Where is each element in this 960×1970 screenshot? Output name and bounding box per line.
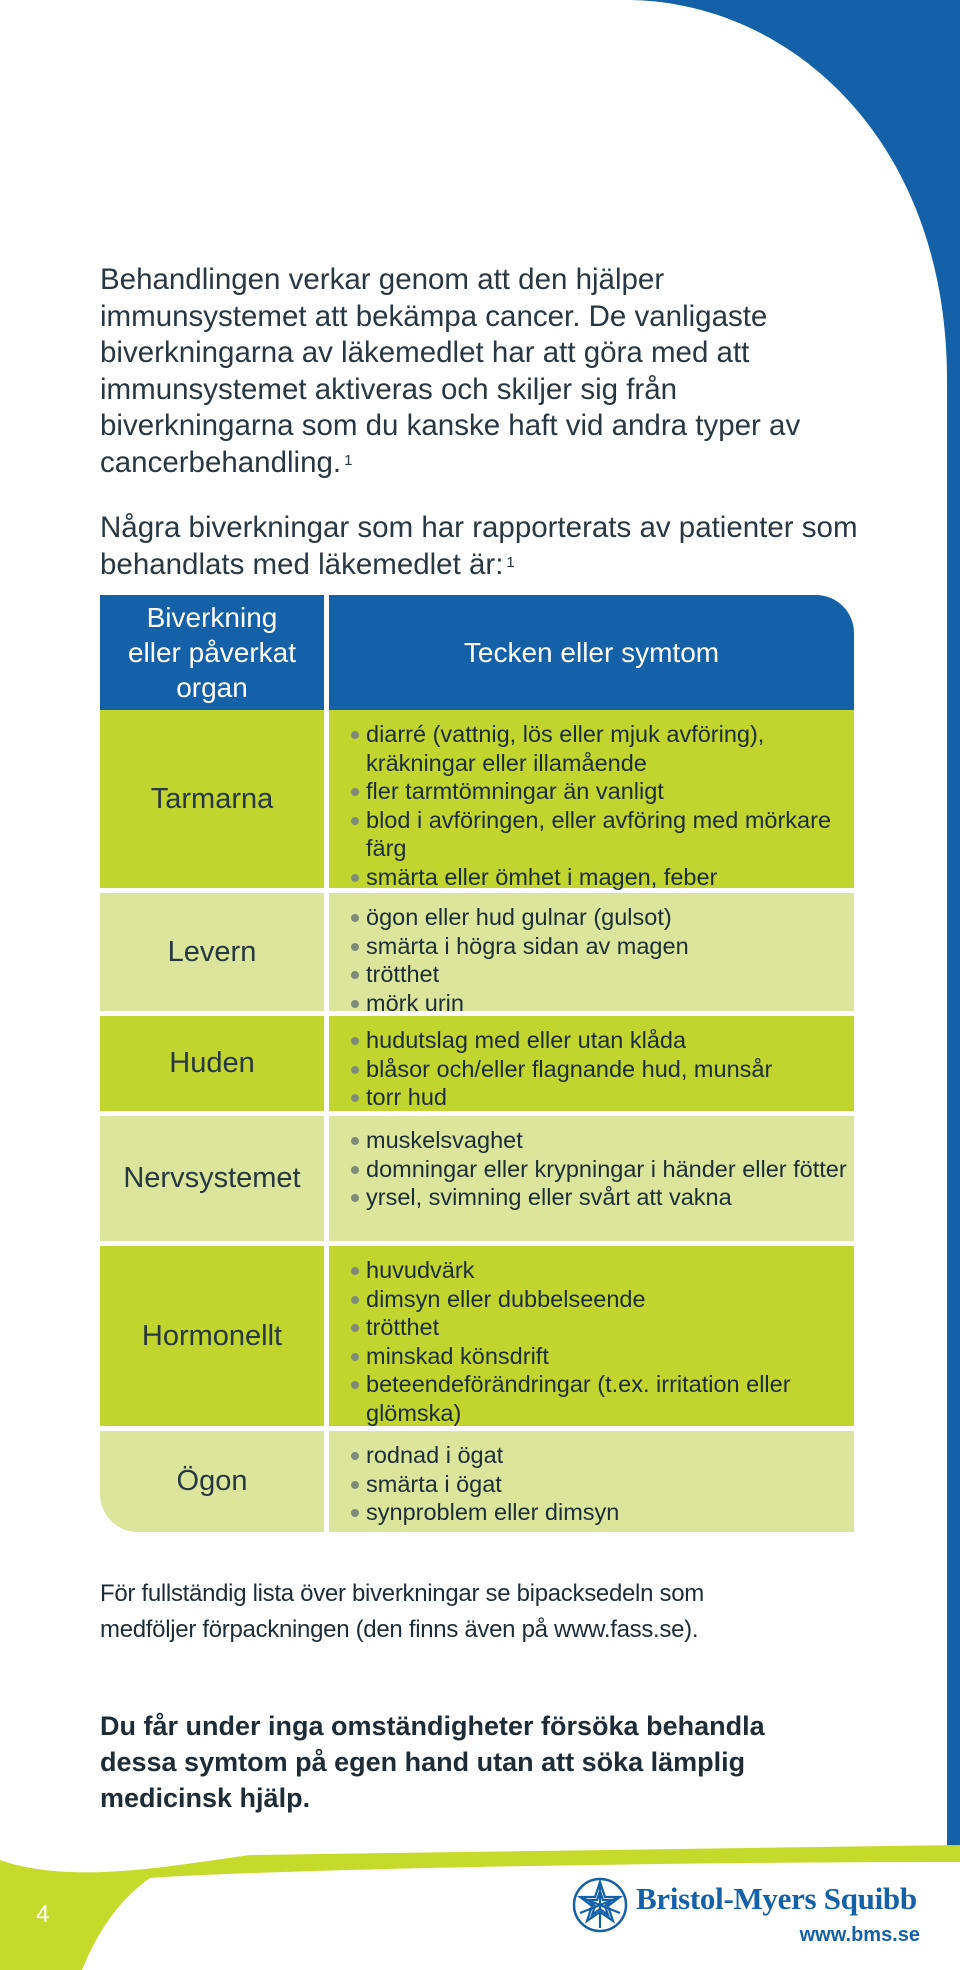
symptom-item: dimsyn eller dubbelseende <box>351 1285 854 1314</box>
symptom-item: fler tarmtömningar än vanligt <box>351 777 854 806</box>
table-row <box>100 893 854 1016</box>
organ-cell: Nervsystemet <box>100 1116 324 1241</box>
intro-paragraph-1: Behandlingen verkar genom att den hjälper immunsystemet att bekämpa cancer. De vanligaste biverkningarna av läkemedlet har att göra med att immunsystemet aktiveras och skiljer sig från biverkningarna som du kanske haft vid andra typer av cancerbehandling. $^1$ <box>100 263 801 479</box>
organ-cell: Levern <box>100 893 324 1011</box>
organ-cell: Huden <box>100 1016 324 1111</box>
symptom-item: muskelsvaghet <box>351 1126 854 1155</box>
warning-text: Du får under inga omständigheter försöka behandla dessa symtom på egen hand utan att söka lämplig medicinsk hjälp. <box>100 1711 765 1813</box>
table-row <box>100 710 854 888</box>
symptom-item: rodnad i ögat <box>351 1441 854 1470</box>
organ-cell: Tarmarna <box>100 710 324 888</box>
organ-cell: Ögon <box>100 1431 324 1532</box>
bms-logo <box>572 1876 922 1956</box>
table-row <box>100 1246 854 1426</box>
symptom-item: yrsel, svimning eller svårt att vakna <box>351 1183 854 1212</box>
symptom-item: synproblem eller dimsyn <box>351 1498 854 1527</box>
table-header-organ <box>100 595 324 710</box>
organ-cell: Hormonellt <box>100 1246 324 1426</box>
symptom-item: huvudvärk <box>351 1256 854 1285</box>
symptoms-cell <box>329 893 854 1016</box>
symptom-item: trötthet <box>351 1313 854 1342</box>
symptoms-cell <box>329 1116 854 1241</box>
symptom-item: smärta eller ömhet i magen, feber <box>351 863 854 892</box>
symptom-list <box>329 1016 854 1112</box>
bms-url: www.bms.se <box>799 1924 920 1946</box>
symptom-list <box>329 1246 854 1427</box>
symptom-item: minskad könsdrift <box>351 1342 854 1371</box>
symptom-list <box>329 1431 854 1527</box>
symptom-list <box>329 710 854 891</box>
symptom-list <box>329 893 854 1017</box>
symptoms-cell <box>329 1431 854 1532</box>
symptom-item: diarré (vattnig, lös eller mjuk avföring), kräkningar eller illamående <box>351 720 854 777</box>
reference-marker: 1 <box>506 553 515 571</box>
header-line: Biverkning <box>146 602 278 633</box>
header-label: Tecken eller symtom <box>463 637 720 668</box>
bms-logo-name: Bristol-Myers Squibb <box>636 1881 917 1916</box>
header-line: organ <box>176 672 248 703</box>
table-header-symptoms <box>329 595 854 710</box>
symptom-item: hudutslag med eller utan klåda <box>351 1026 854 1055</box>
intro-paragraph-2: Några biverkningar som har rapporterats av patienter som behandlats med läkemedlet är: $^1$ <box>100 511 858 581</box>
symptoms-cell <box>329 1016 854 1111</box>
symptom-item: trötthet <box>351 960 854 989</box>
table-row <box>100 1431 854 1532</box>
symptom-list <box>329 1116 854 1212</box>
symptom-item: blod i avföringen, eller avföring med mörkare färg <box>351 806 854 863</box>
symptom-item: smärta i ögat <box>351 1470 854 1499</box>
reference-marker: 1 <box>344 451 353 469</box>
symptom-item: ögon eller hud gulnar (gulsot) <box>351 903 854 932</box>
table-row <box>100 1116 854 1241</box>
symptom-item: mörk urin <box>351 989 854 1018</box>
bms-star-icon <box>572 1877 628 1933</box>
symptom-item: smärta i högra sidan av magen <box>351 932 854 961</box>
symptom-item: blåsor och/eller flagnande hud, munsår <box>351 1055 854 1084</box>
symptoms-cell <box>329 710 854 888</box>
table-row <box>100 1016 854 1111</box>
footnote: För fullständig lista över biverkningar se bipacksedeln som medföljer förpackningen (den finns även på www.fass.se). <box>100 1580 704 1643</box>
symptom-item: beteendeförändringar (t.ex. irritation eller glömska) <box>351 1370 854 1427</box>
page-number: 4 <box>36 1901 50 1928</box>
symptom-item: torr hud <box>351 1083 854 1112</box>
side-effects-table <box>100 595 854 1532</box>
header-line: eller påverkat <box>127 637 297 668</box>
symptom-item: domningar eller krypningar i händer eller fötter <box>351 1155 854 1184</box>
symptoms-cell <box>329 1246 854 1426</box>
